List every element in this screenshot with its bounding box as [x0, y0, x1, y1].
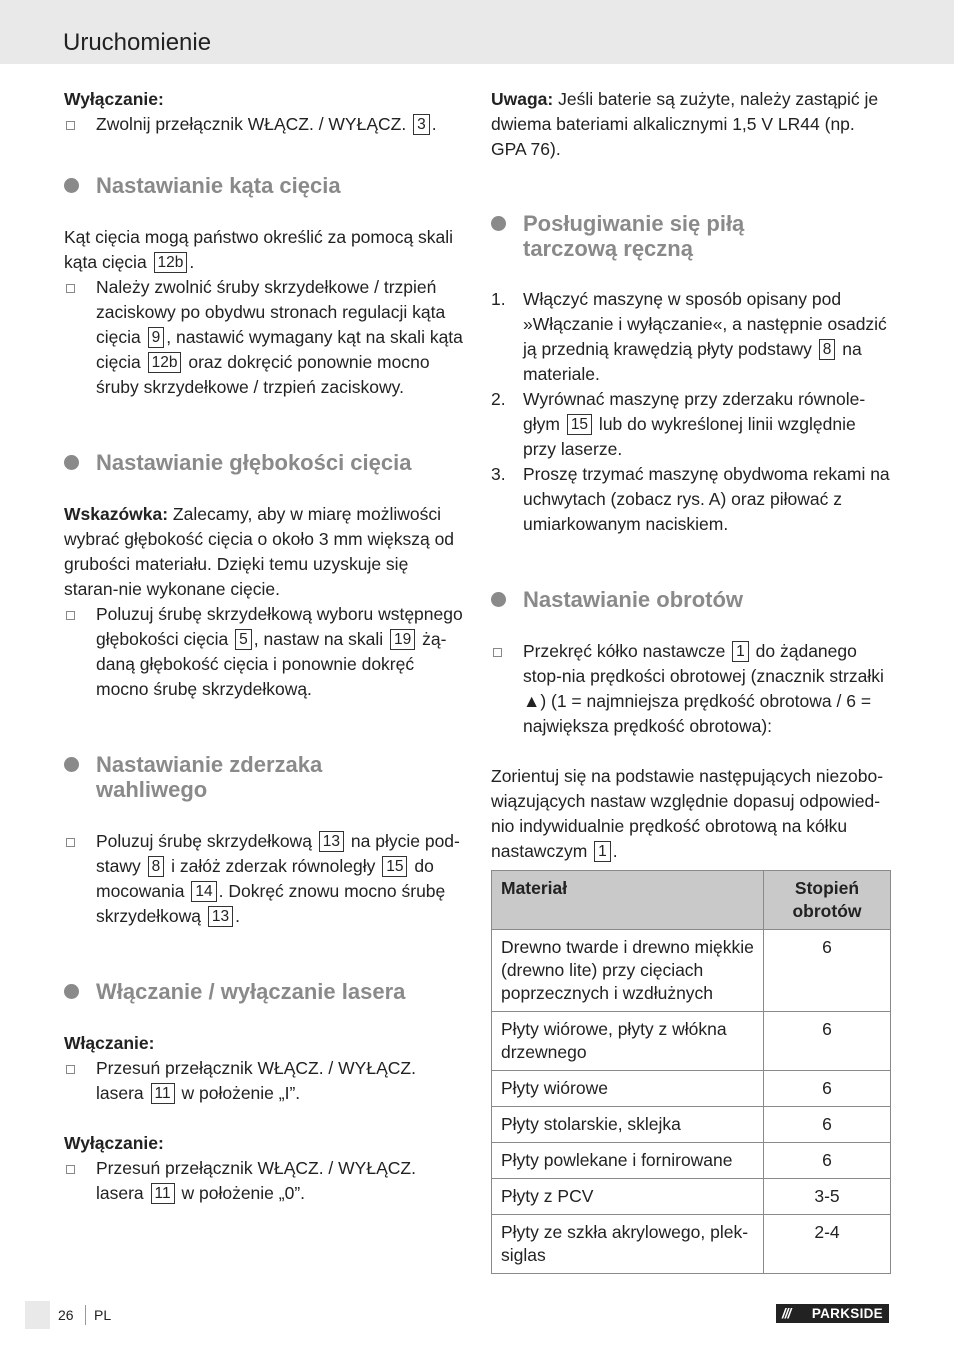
- switch-off-step: Zwolnij przełącznik WŁĄCZ. / WYŁĄCZ. 3 .: [64, 112, 464, 137]
- part-number: 12b: [154, 252, 188, 273]
- guide-fence-step: Poluzuj śrubę skrzydełkową 13 na płycie pod-stawy 8 i załóż zderzak równoległy 15 do mocowania 14 . Dokręć znowu mocno śrubę skrzydełkową 13 .: [64, 829, 464, 929]
- part-number: 13: [208, 906, 233, 927]
- section-heading-cut-depth: Nastawianie głębokości cięcia: [64, 450, 464, 475]
- part-number: 5: [235, 629, 252, 650]
- page-title: Uruchomienie: [63, 29, 212, 56]
- speed-cell: 3-5: [764, 1179, 891, 1215]
- battery-note: Uwaga: Jeśli baterie są zużyte, należy zastąpić je dwiema bateriami alkalicznymi 1,5 V LR44 (np. GPA 76).: [491, 89, 879, 159]
- speed-cell: 6: [764, 1012, 891, 1071]
- table-header-row: [492, 871, 891, 930]
- speed-guidance: Zorientuj się na podstawie następujących niezobo-wiązujących nastaw względnie dopasuj odpowied-nio indywidualnie prędkość obrotową na kółku nastawczym 1 .: [491, 766, 884, 861]
- column-header-material: Materiał: [492, 871, 764, 930]
- table-row: [492, 1143, 891, 1179]
- language-code: PL: [94, 1307, 112, 1323]
- brand-stripes-icon: ///: [782, 1306, 791, 1321]
- part-number: 11: [151, 1183, 175, 1204]
- right-column: [491, 87, 893, 1274]
- material-cell: Płyty powlekane i fornirowane: [492, 1143, 764, 1179]
- cut-depth-hint: Wskazówka: Zalecamy, aby w miarę możliwości wybrać głębokość cięcia o około 3 mm większą od grubości materiału. Dzięki temu uzyskuje się staran-nie wykonane cięcie.: [64, 504, 455, 599]
- section-heading-laser: Włączanie / wyłączanie lasera: [64, 979, 464, 1004]
- material-cell: Płyty wiórowe: [492, 1071, 764, 1107]
- switch-off-label: Wyłączanie:: [64, 89, 164, 109]
- operation-step-1: 1. Włączyć maszynę w sposób opisany pod »Włączanie i wyłączanie«, a następnie osadzić ją przednią krawędzią płyty podstawy 8 na materiale.: [491, 289, 887, 384]
- material-cell: Drewno twarde i drewno miękkie (drewno lite) przy cięciach poprzecznych i wzdłużnych: [492, 930, 764, 1012]
- table-row: [492, 1071, 891, 1107]
- table-row: [492, 1107, 891, 1143]
- speed-cell: 6: [764, 1143, 891, 1179]
- part-number: 19: [390, 629, 415, 650]
- speed-cell: 2-4: [764, 1215, 891, 1274]
- part-number: 11: [151, 1083, 175, 1104]
- footer-divider: [85, 1305, 86, 1325]
- material-cell: Płyty ze szkła akrylowego, plek-siglas: [492, 1215, 764, 1274]
- footer-marker: [25, 1301, 50, 1329]
- laser-off-label: Wyłączanie:: [64, 1133, 164, 1153]
- speed-table: [491, 870, 891, 1274]
- table-row: [492, 1012, 891, 1071]
- section-heading-speed: Nastawianie obrotów: [491, 587, 893, 612]
- column-header-speed-level: Stopień obrotów: [764, 871, 891, 930]
- part-number: 15: [382, 856, 407, 877]
- table-row: [492, 930, 891, 1012]
- page-number: 26: [58, 1307, 74, 1323]
- section-heading-guide-fence: Nastawianie zderzaka wahliwego: [64, 752, 394, 802]
- speed-cell: 6: [764, 1107, 891, 1143]
- part-number: 8: [819, 339, 836, 360]
- brand-name: PARKSIDE: [811, 1306, 883, 1321]
- part-number: 12b: [148, 352, 182, 373]
- operation-step-2: 2. Wyrównać maszynę przy zderzaku równole-głym 15 lub do wykreślonej linii względnie przy laserze.: [491, 389, 866, 459]
- section-heading-operation: Posługiwanie się piłą tarczową ręczną: [491, 211, 791, 261]
- part-number: 3: [413, 114, 430, 135]
- section-heading-cut-angle: Nastawianie kąta cięcia: [64, 173, 464, 198]
- material-cell: Płyty z PCV: [492, 1179, 764, 1215]
- material-cell: Płyty stolarskie, sklejka: [492, 1107, 764, 1143]
- part-number: 9: [148, 327, 165, 348]
- speed-cell: 6: [764, 930, 891, 1012]
- table-row: [492, 1215, 891, 1274]
- laser-on-label: Włączanie:: [64, 1033, 155, 1053]
- laser-on-step: Przesuń przełącznik WŁĄCZ. / WYŁĄCZ. lasera 11 w położenie „I”.: [64, 1056, 464, 1106]
- left-column: [64, 87, 464, 1206]
- speed-step: Przekręć kółko nastawcze 1 do żądanego stop-nia prędkości obrotowej (znacznik strzałki ▲) (1 = najmniejsza prędkość obrotowa / 6 = największa prędkość obrotowa):: [491, 639, 893, 739]
- table-row: [492, 1179, 891, 1215]
- part-number: 8: [148, 856, 165, 877]
- cut-angle-intro: Kąt cięcia mogą państwo określić za pomocą skali kąta cięcia 12b .: [64, 227, 454, 272]
- brand-logo: [776, 1304, 889, 1323]
- part-number: 1: [594, 841, 611, 862]
- cut-depth-step: Poluzuj śrubę skrzydełkową wyboru wstępnego głębokości cięcia 5 , nastaw na skali 19 żą-daną głębokość cięcia i ponownie dokręć mocno śrubę skrzydełkową.: [64, 602, 464, 702]
- part-number: 14: [191, 881, 216, 902]
- cut-angle-step: Należy zwolnić śruby skrzydełkowe / trzpień zaciskowy po obydwu stronach regulacji kąta cięcia 9 , nastawić wymagany kąt na skali kąta cięcia 12b oraz dokręcić ponownie mocno śruby skrzydełkowe / trzpień zaciskowy.: [64, 275, 464, 400]
- material-cell: Płyty wiórowe, płyty z włókna drzewnego: [492, 1012, 764, 1071]
- part-number: 15: [567, 414, 592, 435]
- speed-cell: 6: [764, 1071, 891, 1107]
- page-header: [0, 0, 954, 64]
- laser-off-step: Przesuń przełącznik WŁĄCZ. / WYŁĄCZ. lasera 11 w położenie „0”.: [64, 1156, 464, 1206]
- part-number: 1: [732, 641, 749, 662]
- part-number: 13: [319, 831, 344, 852]
- operation-step-3: 3. Proszę trzymać maszynę obydwoma rekami na uchwytach (zobacz rys. A) oraz piłować z umiarkowanym naciskiem.: [491, 464, 890, 534]
